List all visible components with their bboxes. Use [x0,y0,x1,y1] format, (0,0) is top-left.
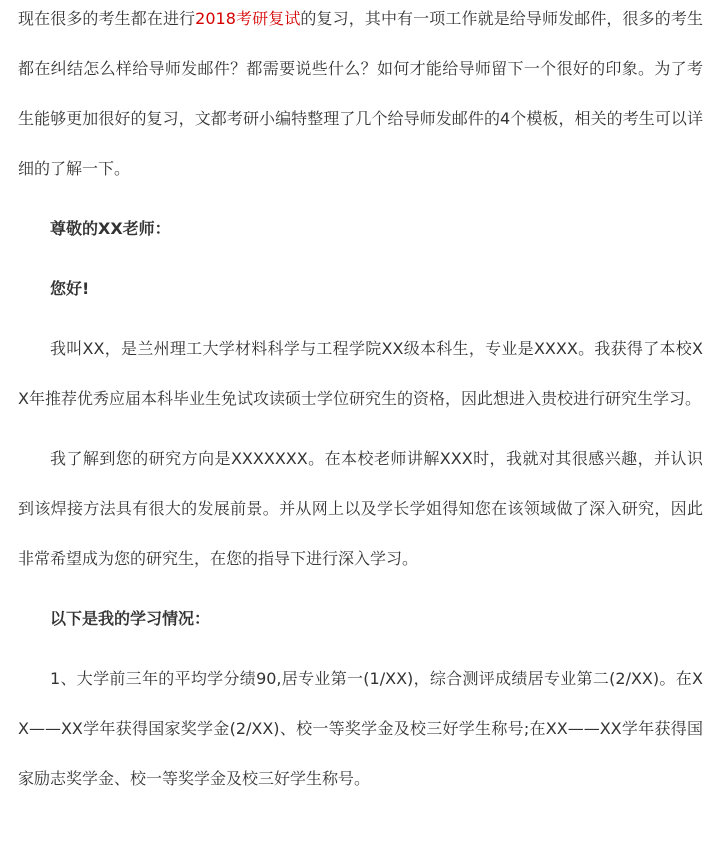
study-item-1: 1、大学前三年的平均学分绩90,居专业第一(1/XX)，综合测评成绩居专业第二(2/XX)。在XX——XX学年获得国家奖学金(2/XX)、校一等奖学金及校三好学生称号;在XX——XX学年获得国家励志奖学金、校一等奖学金及校三好学生称号。 [18,669,703,788]
intro-paragraph [18,0,703,194]
keyword-link-2018-kaoyan-fushi[interactable]: 2018考研复试 [195,9,301,28]
intro-text-before: 现在很多的考生都在进行 [18,9,196,28]
study-heading: 以下是我的学习情况： [50,609,211,628]
research-paragraph: 我了解到您的研究方向是XXXXXXX。在本校老师讲解XXX时，我就对其很感兴趣，并认识到该焊接方法具有很大的发展前景。并从网上以及学长学姐得知您在该领域做了深入研究，因此非常希望成为您的研究生，在您的指导下进行深入学习。 [18,449,703,568]
hello-heading: 您好! [50,279,90,298]
intro-text-after: 的复习，其中有一项工作就是给导师发邮件，很多的考生都在纠结怎么样给导师发邮件？都需要说些什么？如何才能给导师留下一个很好的印象。为了考生能够更加很好的复习，文都考研小编特整理了几个给导师发邮件的4个模板，相关的考生可以详细的了解一下。 [18,9,703,178]
self-intro-paragraph: 我叫XX，是兰州理工大学材料科学与工程学院XX级本科生，专业是XXXX。我获得了本校XX年推荐优秀应届本科毕业生免试攻读硕士学位研究生的资格，因此想进入贵校进行研究生学习。 [18,339,703,408]
salutation-heading: 尊敬的XX老师： [50,219,171,238]
